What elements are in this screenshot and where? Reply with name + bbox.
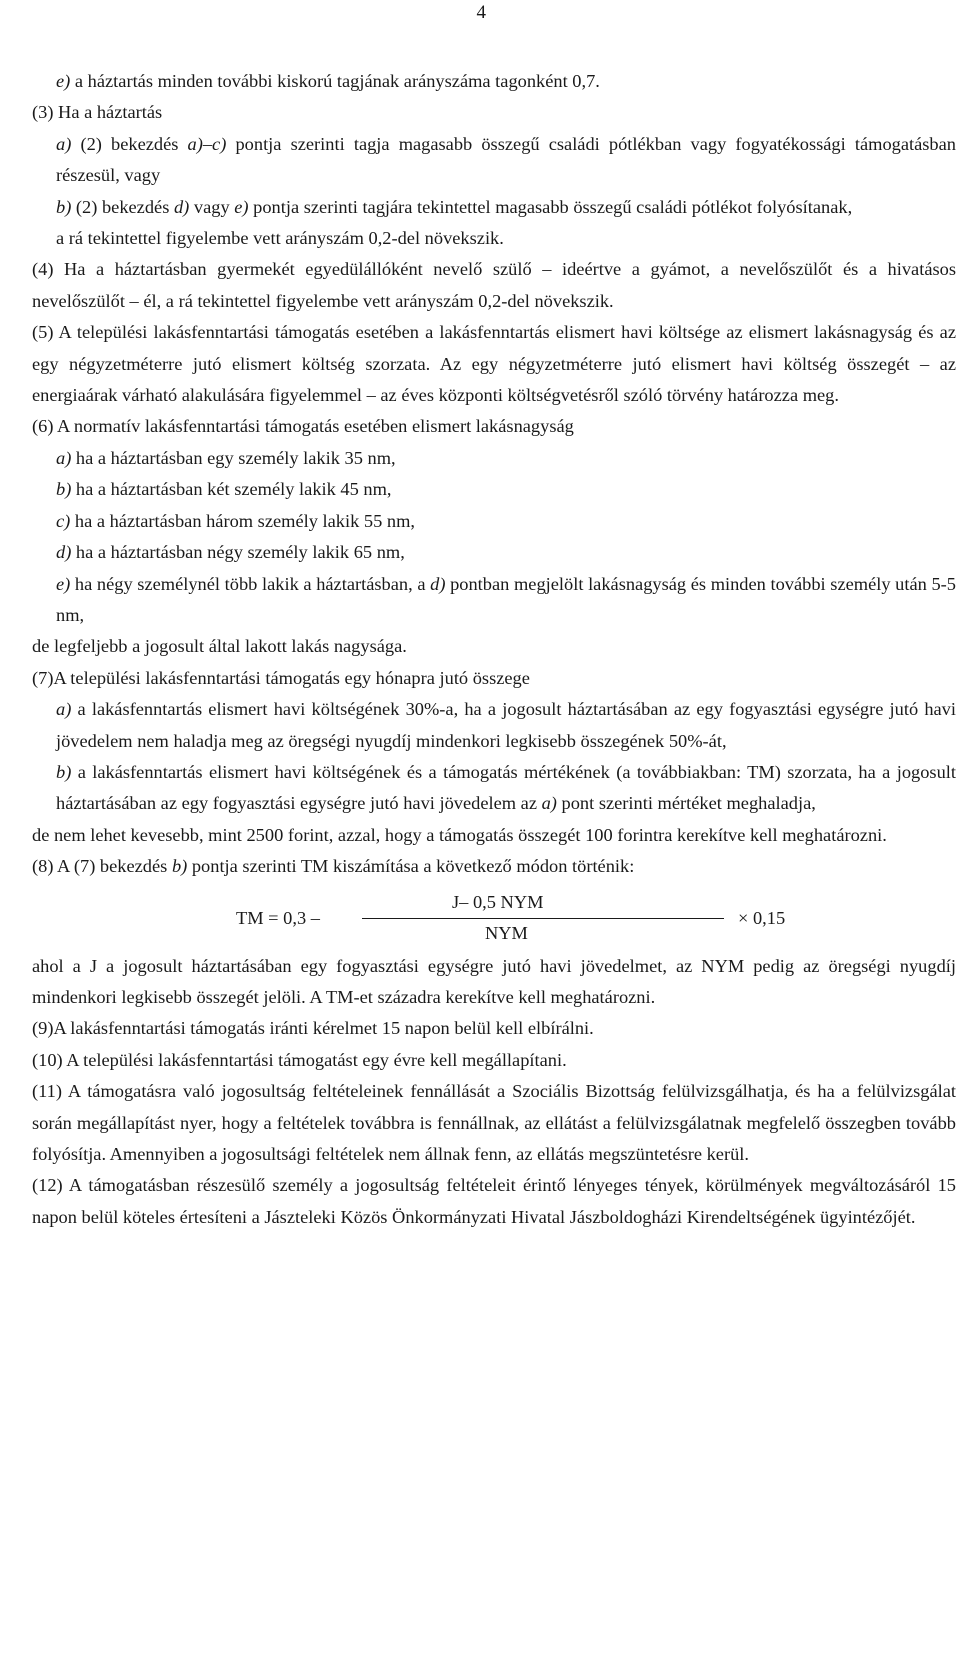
tm-formula bbox=[32, 887, 956, 949]
document-body bbox=[32, 66, 956, 1233]
paragraph-7a bbox=[32, 694, 956, 757]
paragraph-9: (9)A lakásfenntartási támogatás iránti kérelmet 15 napon belül kell elbírálni. bbox=[32, 1018, 594, 1039]
text: pontja szerinti TM kiszámítása a következő módon történik: bbox=[187, 856, 635, 877]
list-marker: e) bbox=[56, 71, 71, 91]
paragraph-6d bbox=[32, 537, 956, 568]
paragraph-8-explanation: ahol a J a jogosult háztartásában egy fogyasztási egységre jutó havi jövedelmet, az NYM pedig az öregségi nyugdíj mindenkori legkisebb összegét jelöli. A TM-et századra kerekítve kell meghatározni. bbox=[32, 955, 956, 1007]
text: a lakásfenntartás elismert havi költségének 30%-a, ha a jogosult háztartásában az egy fogyasztási egységre jutó havi jövedelem nem haladja meg az öregségi nyugdíj mindenkori legkisebb összegének 50%-át, bbox=[56, 699, 956, 751]
text: a háztartás minden további kiskorú tagjának arányszáma tagonként 0,7. bbox=[70, 71, 600, 91]
paragraph-4: (4) Ha a háztartásban gyermekét egyedülállóként nevelő szülő – ideértve a gyámot, a nevelőszülőt és a hivatásos nevelőszülőt – él, a rá tekintettel figyelembe vett arányszám 0,2-del növekszik. bbox=[32, 259, 956, 311]
reference: a)–c) bbox=[187, 133, 227, 154]
paragraph-6-end: de legfeljebb a jogosult által lakott lakás nagysága. bbox=[32, 636, 407, 657]
list-marker: b) bbox=[56, 196, 72, 217]
list-marker: a) bbox=[56, 447, 72, 468]
formula-denominator: NYM bbox=[485, 922, 528, 943]
text: vagy bbox=[189, 196, 235, 217]
reference: e) bbox=[234, 196, 249, 217]
text: (8) A (7) bekezdés bbox=[32, 856, 172, 877]
reference: d) bbox=[173, 196, 190, 217]
reference: b) bbox=[171, 856, 188, 877]
list-marker: e) bbox=[56, 573, 71, 594]
paragraph-6c bbox=[32, 506, 956, 537]
text: ha a háztartásban egy személy lakik 35 nm, bbox=[71, 447, 396, 468]
text: pontja szerinti tagja magasabb összegű családi pótlékban vagy fogyatékossági támogatásban részesül, vagy bbox=[56, 133, 956, 186]
text: ha a háztartásban két személy lakik 45 nm, bbox=[71, 479, 392, 500]
page-number: 4 bbox=[476, 2, 486, 23]
formula-numerator: J– 0,5 NYM bbox=[452, 891, 544, 912]
reference: a) bbox=[541, 793, 557, 814]
fraction-bar bbox=[362, 918, 724, 920]
paragraph-2e bbox=[32, 66, 956, 97]
text: pontja szerinti tagjára tekintettel magasabb összegű családi pótlékot folyósítanak, bbox=[248, 196, 853, 217]
paragraph-3b bbox=[32, 192, 956, 223]
paragraph-6e bbox=[32, 569, 956, 632]
formula-lhs: TM = 0,3 – bbox=[236, 907, 320, 928]
paragraph-12: (12) A támogatásban részesülő személy a jogosultság feltételeit érintő lényeges tények, körülmények megváltozásáról 15 napon belül köteles értesíteni a Jászteleki Közös Önkormányzati Hivatal Jászboldogházi Kirendeltségének ügyintézőjét. bbox=[32, 1175, 956, 1227]
paragraph-11: (11) A támogatásra való jogosultság feltételeinek fennállását a Szociális Bizottság felülvizsgálhatja, és ha a felülvizsgálat során megállapítást nyer, hogy a feltételek továbbra is fennállnak, az ellátást a felülvizsgálatnak megfelelő összegben tovább folyósítja. Amennyiben a jogosultsági feltételek nem állnak fenn, az ellátás megszüntetésre kerül. bbox=[32, 1081, 956, 1164]
paragraph-6a bbox=[32, 443, 956, 474]
paragraph-5: (5) A települési lakásfenntartási támogatás esetében a lakásfenntartás elismert havi költsége az elismert lakásnagyság és az egy négyzetméterre jutó elismert költség szorzata. Az egy négyzetméterre jutó elismert havi költség összegét – az energiaárak várható alakulására figyelemmel – az éves központi költségvetésről szóló törvény határozza meg. bbox=[32, 322, 956, 406]
text: (2) bekezdés bbox=[71, 133, 188, 154]
reference: d) bbox=[430, 573, 446, 594]
paragraph-3-end: a rá tekintettel figyelembe vett arányszám 0,2-del növekszik. bbox=[56, 228, 504, 249]
list-marker: a) bbox=[56, 699, 72, 720]
list-marker: b) bbox=[56, 761, 72, 782]
formula-rhs: × 0,15 bbox=[738, 907, 786, 928]
paragraph-7: (7)A települési lakásfenntartási támogatás egy hónapra jutó összege bbox=[32, 667, 530, 688]
paragraph-3a bbox=[32, 129, 956, 192]
paragraph-6b bbox=[32, 474, 956, 505]
list-marker: c) bbox=[56, 510, 71, 531]
text: (2) bekezdés bbox=[71, 196, 174, 217]
text: pontban megjelölt lakásnagyság és minden további személy után 5-5 nm, bbox=[56, 573, 956, 625]
paragraph-6: (6) A normatív lakásfenntartási támogatás esetében elismert lakásnagyság bbox=[32, 416, 574, 437]
list-marker: b) bbox=[56, 479, 72, 500]
text: a lakásfenntartás elismert havi költségének és a támogatás mértékének (a továbbiakban: TM) szorzata, ha a jogosult háztartásában az egy fogyasztási egységre jutó havi jövedelem az bbox=[56, 761, 956, 814]
list-marker: d) bbox=[56, 542, 72, 563]
paragraph-3: (3) Ha a háztartás bbox=[32, 102, 163, 123]
text: pont szerinti mértéket meghaladja, bbox=[556, 793, 816, 814]
text: ha a háztartásban négy személy lakik 65 nm, bbox=[71, 542, 405, 563]
list-marker: a) bbox=[56, 133, 72, 154]
paragraph-8 bbox=[32, 851, 956, 882]
text: ha a háztartásban három személy lakik 55 nm, bbox=[70, 510, 415, 531]
paragraph-10: (10) A települési lakásfenntartási támogatást egy évre kell megállapítani. bbox=[32, 1049, 567, 1070]
paragraph-7-end: de nem lehet kevesebb, mint 2500 forint, azzal, hogy a támogatás összegét 100 forintra kerekítve kell meghatározni. bbox=[32, 824, 887, 845]
text: ha négy személynél több lakik a háztartásban, a bbox=[70, 573, 431, 594]
paragraph-7b bbox=[32, 757, 956, 820]
